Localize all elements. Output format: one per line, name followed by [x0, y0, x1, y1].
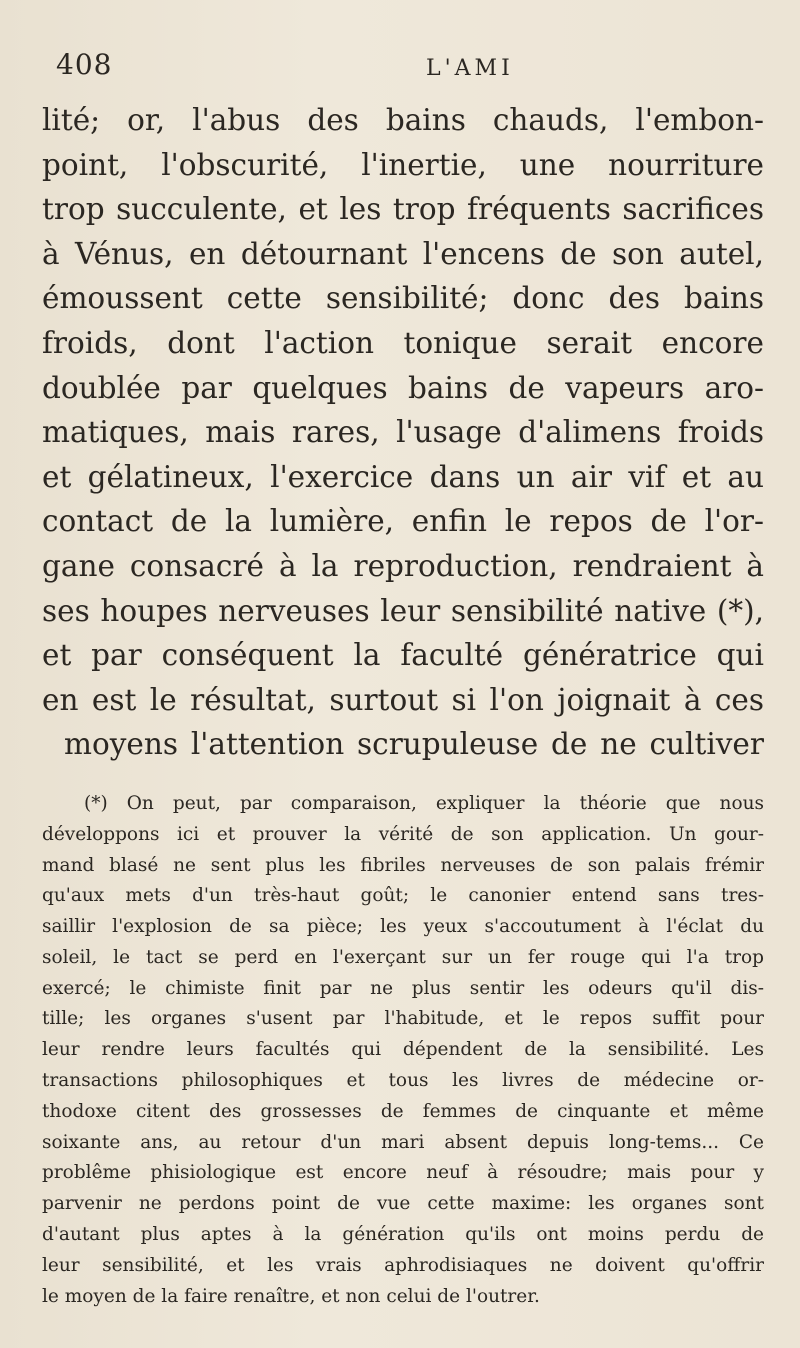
footnote-line: exercé; le chimiste finit par ne plus sentir les odeurs qu'il dis-	[42, 977, 764, 999]
footnote-line: mand blasé ne sent plus les fibriles nerveuses de son palais frémir	[42, 854, 764, 876]
text-line: matiques, mais rares, l'usage d'alimens froids	[42, 415, 764, 450]
text-line: gane consacré à la reproduction, rendraient à	[42, 548, 764, 583]
text-line: et par conséquent la faculté génératrice qui	[42, 638, 764, 673]
text-line: à Vénus, en détournant l'encens de son autel,	[42, 236, 764, 271]
footnote-line: leur rendre leurs facultés qui dépendent de la sensibilité. Les	[42, 1039, 764, 1061]
footnote-line: transactions philosophiques et tous les livres de médecine or-	[42, 1070, 764, 1092]
text-line: froids, dont l'action tonique serait encore	[42, 325, 764, 360]
footnote-line: problême phisiologique est encore neuf à résoudre; mais pour y	[42, 1162, 764, 1184]
footnote-line: tille; les organes s'usent par l'habitude, et le repos suffit pour	[42, 1008, 764, 1030]
footnote-line: soixante ans, au retour d'un mari absent depuis long-tems... Ce	[42, 1131, 764, 1153]
footnote-line: soleil, le tact se perd en l'exerçant sur un fer rouge qui l'a trop	[42, 946, 764, 968]
text-line: et gélatineux, l'exercice dans un air vif et au	[42, 459, 764, 494]
footnote-line: saillir l'explosion de sa pièce; les yeux s'accoutument à l'éclat du	[42, 916, 764, 938]
page-number: 408	[56, 48, 113, 81]
main-text	[42, 98, 764, 767]
text-line: point, l'obscurité, l'inertie, une nourriture	[42, 147, 764, 182]
footnote-line: thodoxe citent des grossesses de femmes de cinquante et même	[42, 1100, 764, 1122]
footnote-line: d'autant plus aptes à la génération qu'ils ont moins perdu de	[42, 1224, 764, 1246]
text-line: ses houpes nerveuses leur sensibilité native (*),	[42, 593, 764, 628]
text-line: moyens l'attention scrupuleuse de ne cultiver	[64, 727, 764, 762]
text-line: lité; or, l'abus des bains chauds, l'embon-	[42, 103, 764, 137]
running-title: L'AMI	[426, 56, 514, 81]
footnote-line: développons ici et prouver la vérité de son application. Un gour-	[42, 823, 764, 845]
text-line: doublée par quelques bains de vapeurs aro-	[42, 370, 764, 405]
footnote-line: parvenir ne perdons point de vue cette maxime: les organes sont	[42, 1193, 764, 1215]
footnote-line: leur sensibilité, et les vrais aphrodisiaques ne doivent qu'offrir	[42, 1254, 764, 1276]
footnote-line: (*) On peut, par comparaison, expliquer la théorie que nous	[84, 792, 764, 814]
footnote-line: le moyen de la faire renaître, et non celui de l'outrer.	[42, 1285, 540, 1307]
text-line: en est le résultat, surtout si l'on joignait à ces	[42, 682, 764, 717]
page-header	[42, 48, 764, 96]
footnote	[42, 789, 764, 1313]
footnote-line: qu'aux mets d'un très-haut goût; le canonier entend sans tres-	[42, 885, 764, 907]
text-line: contact de la lumière, enfin le repos de l'or-	[42, 504, 764, 539]
text-line: trop succulente, et les trop fréquents sacrifices	[42, 192, 764, 227]
text-line: émoussent cette sensibilité; donc des bains	[42, 281, 764, 316]
